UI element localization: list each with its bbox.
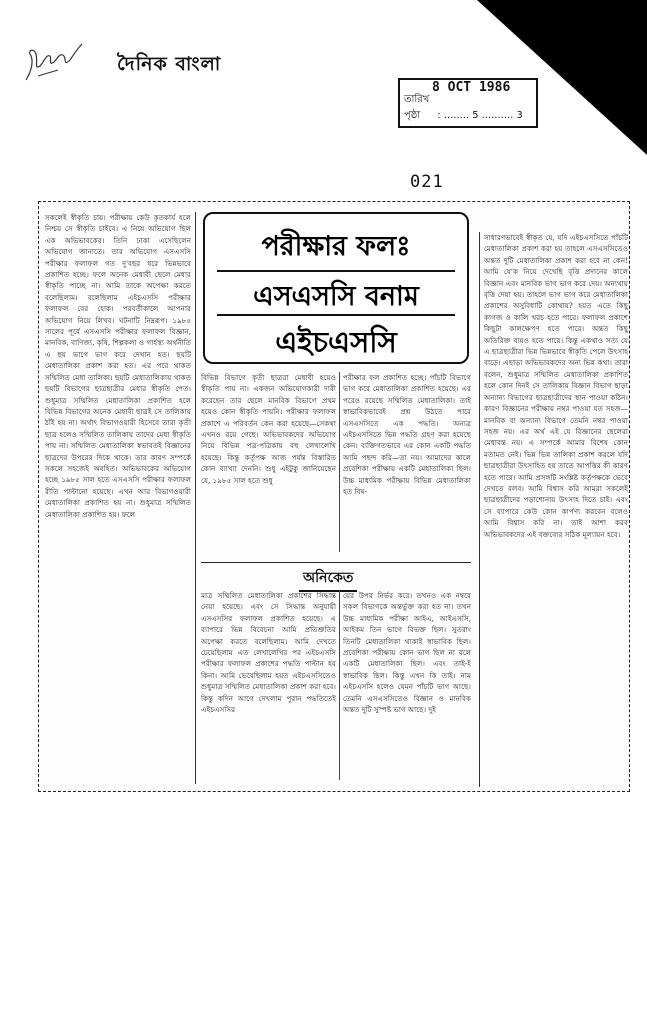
stamp-page-label: পৃষ্ঠা <box>404 110 421 121</box>
newspaper-masthead: দৈনিক বাংলা <box>117 53 222 75</box>
newspaper-clipping <box>38 201 630 792</box>
column-divider <box>339 590 340 780</box>
column-1-text: সকলেই স্বীকৃতি চায়। পরীক্ষায় কেউ কৃতকার্য হলে নিশ্চয় সে স্বীকৃতি চাইবে। এ নিয়ে অভিযোগ ছিল এক অভিভাবকের। তিনি ঢাকা এসেছিলেন অভিযোগ জানাতে। তার অভিযোগ এসএসসি পরীক্ষার ফলাফল গত দু'বছর ধরে ভিন্নভাবে প্রকাশিত হচ্ছে। ফলে অনেক মেধাবী ছেলে মেধার স্বীকৃতি পাচ্ছে না। আমি তাকে অপেক্ষা করতে বলেছিলাম। বলেছিলাম এইচএসসি পরীক্ষার ফলাফল বের হোক। পরবর্তীকালে আপনার অভিযোগ নিয়ে লিখব। ঘটনাটি নিম্নরূপ। ১৯৮৫ সালের পূর্বে এসএসসি পরীক্ষার ফলাফল বিজ্ঞান, মানবিক, বাণিজ্য, কৃষি, শিল্পকলা ও গার্হস্থ্য অর্থনীতি এ ছয় ভাগে ভাগ করে দেখান হত। ছয়টি মেধাতালিকা প্রকাশ করা হত। এর পরে থাকত সম্মিলিত মেধা তালিকা। ছয়টি মেধাতালিকায় থাকত ছয়টি বিভাগের ছাত্রছাত্রীর মেধার স্বীকৃতি পেত। শুধুমাত্র সম্মিলিত মেধাতালিকা প্রকাশিত হলে বিভিন্ন বিভাগের অনেক মেধাবী ছাত্রই সে তালিকায় ঠাঁই হয় না। অর্থাৎ বিভাগওয়ারী হিসেবে তারা কৃতী ছাত্র হলেও সম্মিলিত তালিকায় তাদের মেধা স্বীকৃতি পায় না। সম্মিলিত মেধাতালিকা স্বভাবতই বিজ্ঞানের ছাত্রদের উপরের দিকে থাকে। তার কারণ সম্পর্কে সকলে সহজেই অবহিত। অভিভাবকের অভিযোগ হচ্ছে ১৯৮৫ সাল হতে এসএসসি পরীক্ষার ফলাফল রীতি পাল্টানো হয়েছে। এখন আর বিভাগওয়ারী মেধাতালিকা প্রকাশিত হয় না। শুধুমাত্র সম্মিলিত মেধাতালিকা প্রকাশিত হয়। ফলে <box>45 213 191 519</box>
headline-divider <box>217 270 455 272</box>
headline-box <box>203 212 469 364</box>
headline-line-3: এইচএসসি <box>275 325 397 359</box>
stamp-column-value: 3 <box>516 110 523 121</box>
stamp-date-label: তারিখ <box>404 94 430 105</box>
column-4-text: সাধারণভাবেই স্বীকৃত যে, যদি এইচএসসিতে পাঁচটি মেধাতালিকা প্রকাশ করা হয় তাহলে এসএসসিতেও অন্তত দুটি মেধাতালিকা প্রকাশ করা হবে না কেন! আমি যে'ক নিয়ে দেখেছি বৃত্তি প্রদানের কালে বিজ্ঞান এবং মানবিক ভাগ ভাগ করে দেয়। অন্যথায় বৃত্তি দেয়া হয়। তাহলে ভাগ ভাগ করে মেধাতালিকা প্রকাশের অসুবিধাটি কোথায়? হয়ত এতে কিছু কাগজ ও কালি খরচ হতে পারে। ফলাফল প্রকাশে কিছুটা কালক্ষেপণ হতে পারে। অন্তত কিছু অতিরিক্ত ব্যয়ও হতে পারে। কিন্তু একথাও সত্য যে এ ছাত্রছাত্রীরা ভিন্ন ভিন্নভাবে স্বীকৃতি পেলে উৎসাহ বাড়ে। এছাড়া অভিভাবকদের অন্য ভিন্ন কথা। তারা বলেন, শুধুমাত্র সম্মিলিত মেধাতালিকা প্রকাশিত হলে কোন দিনই সে তালিকায় বিজ্ঞান বিভাগ ছাড়া অন্যান্য বিভাগের ছাত্রছাত্রীদের স্থান পাওয়া কঠিন। কারণ বিজ্ঞানের পরীক্ষায় নম্বর পাওয়া যত সহজ—মানবিক বা অন্যান্য বিভাগে তেমনি নম্বর পাওয়া সহজ নয়। এর অর্থ এই যে বিজ্ঞানের ছেলেরা মেধাবন্ত নয়। এ সম্পর্কে আমার বিশেষ কোন মতামত নেই। ভিন্ন ভিন্ন তালিকা প্রকাশ করলে যদি ছাত্রছাত্রীরা উৎসাহিত হয় তাতে আপত্তির কী কারণ হতে পারে। আমি প্রসঙ্গটি সংশ্লিষ্ট কর্তৃপক্ষকে ভেবে দেখতে বলব। আমি বিশ্বাস করি আমরা সকলেই ছাত্রছাত্রীদের পড়াশোনায় উৎসাহ দিতে চাই। এবং সে ব্যাপারে কেউ কোন কার্পণ্য করবেন বলেও আমি বিশ্বাস করি না। তাই আশা করব অভিভাবকদের এই বক্তব্যের সঠিক মূল্যায়ন হবে। <box>484 233 628 539</box>
column-divider <box>339 372 340 552</box>
headline-line-2: এসএসসি বনাম <box>253 281 419 312</box>
article-column-3 <box>343 372 471 552</box>
stamp-row-date <box>404 92 434 109</box>
column-2-text: বিভিন্ন বিভাগে কৃতী ছাত্ররা মেধাবী হয়েও স্বীকৃতি পায় না। একজন অভিযোগকারী দাবী করেছেন তার ছেলে মানবিক বিভাগে প্রথম হয়েও কোন স্বীকৃতি পায়নি। পরীক্ষার ফলাফল প্রকাশে এ পরিবর্তন কেন করা হয়েছে—সেকথা এখনও রয়ে গেছে। অভিভাবকদের অভিযোগ নিয়ে বিভিন্ন পত্র-পত্রিকায় বহু লেখালেখি হয়েছে। কিন্তু কর্তৃপক্ষ আজ পর্যন্ত বিস্তারিত কোন ব্যাখ্যা দেননি। শুধু এইটুকু জানিয়েছেন যে, ১৯৮৫ সাল হতে শুধু <box>201 373 336 485</box>
column-6-text: য়ের উপর নির্ভর করে। তখনও এক নম্বরে সকল বিভাগকে অন্তর্ভুক্ত করা হত না। তখন উচ্চ মাধ্যমিক পরীক্ষা আইএ, আইএসসি, আইকম তিন ভাগে বিভক্ত ছিল। সুতরাং তিনটি মেধাতালিকা থাকাই স্বাভাবিক ছিল। প্রবেশিকা পরীক্ষায় কোন ভাগ ছিল না বলে একটি মেধাতালিকা ছিল। এবং তাই-ই স্বাভাবিক ছিল। কিন্তু এখন কি তাই। নাম এইচএসসি হলেও যেমন পাঁচটি ভাগ আছে। তেমনি এসএসসিতেও বিজ্ঞান ও মানবিক অন্তত দুটি সুস্পষ্ট ভাগ আছে। দুই <box>343 591 471 715</box>
article-column-1 <box>45 212 196 784</box>
column-5-text: মাত্র সম্মিলিত মেধাতালিকা প্রকাশের সিদ্ধান্ত নেয়া হয়েছে। এবং সে সিদ্ধান্ত অনুযায়ী এসএসসির ফলাফল প্রকাশিত হয়েছে। এ ব্যাপারে ভিন্ন বিবেচনা আমি প্রতিশ্রুতির অপেক্ষা করতে বলেছিলাম। আমি দেখতে চেয়েছিলাম এত লেখালেখির পর এইচএসসি পরীক্ষার ফলাফল প্রকাশের পদ্ধতি পাল্টান হয় কিনা। আমি ভেবেছিলাম হয়ত এইচএসসিতেও শুধুমাত্র সম্মিলিত মেধাতালিকা প্রকাশ করা হবে। কিন্তু কদিন আগে দেখলাম পুরান পদ্ধতিতেই এইচএসসির <box>201 591 336 715</box>
clipping-date-stamp <box>398 78 538 128</box>
headline-divider <box>217 314 455 316</box>
sheet-number: 021 <box>410 172 444 192</box>
article-column-5 <box>201 590 336 790</box>
byline: অনিকেত <box>299 566 357 592</box>
byline-rule <box>201 562 471 563</box>
stamp-page-value: 5 <box>472 110 479 121</box>
stamp-date: 8 OCT 1986 <box>432 80 511 95</box>
article-column-4 <box>479 232 628 787</box>
stamp-row-page: পৃষ্ঠা : ........ 5 .......... 3 <box>404 108 523 125</box>
article-column-2 <box>201 372 336 552</box>
article-column-6 <box>343 590 471 790</box>
handwritten-signature <box>24 40 86 86</box>
headline-line-1: পরীক্ষার ফলঃ <box>261 231 411 262</box>
column-3-text: পরীক্ষার ফল প্রকাশিত হচ্ছে। পাঁচটি বিভাগে ভাগ করে মেধাতালিকা প্রকাশিত হয়েছে। এর পরেও রয়েছে সম্মিলিত মেধাতালিকা। তাই স্বাভাবিকভাবেই প্রশ্ন উঠতে পারে এসএসসিতে এক পদ্ধতি। অন্যত্র এইচএসসিতে ভিন্ন পদ্ধতি গ্রহণ করা হয়েছে কেন। ব্যক্তিগতভাবে এর কোন একটি পদ্ধতি আমি পছন্দ করি—তা নয়। আমাদের কালে প্রবেশিকা পরীক্ষায় একটি মেধাতালিকা ছিল। উচ্চ মাধ্যমিক পরীক্ষায় বিভিন্ন মেধাতালিকা হত বিষ- <box>343 373 471 497</box>
